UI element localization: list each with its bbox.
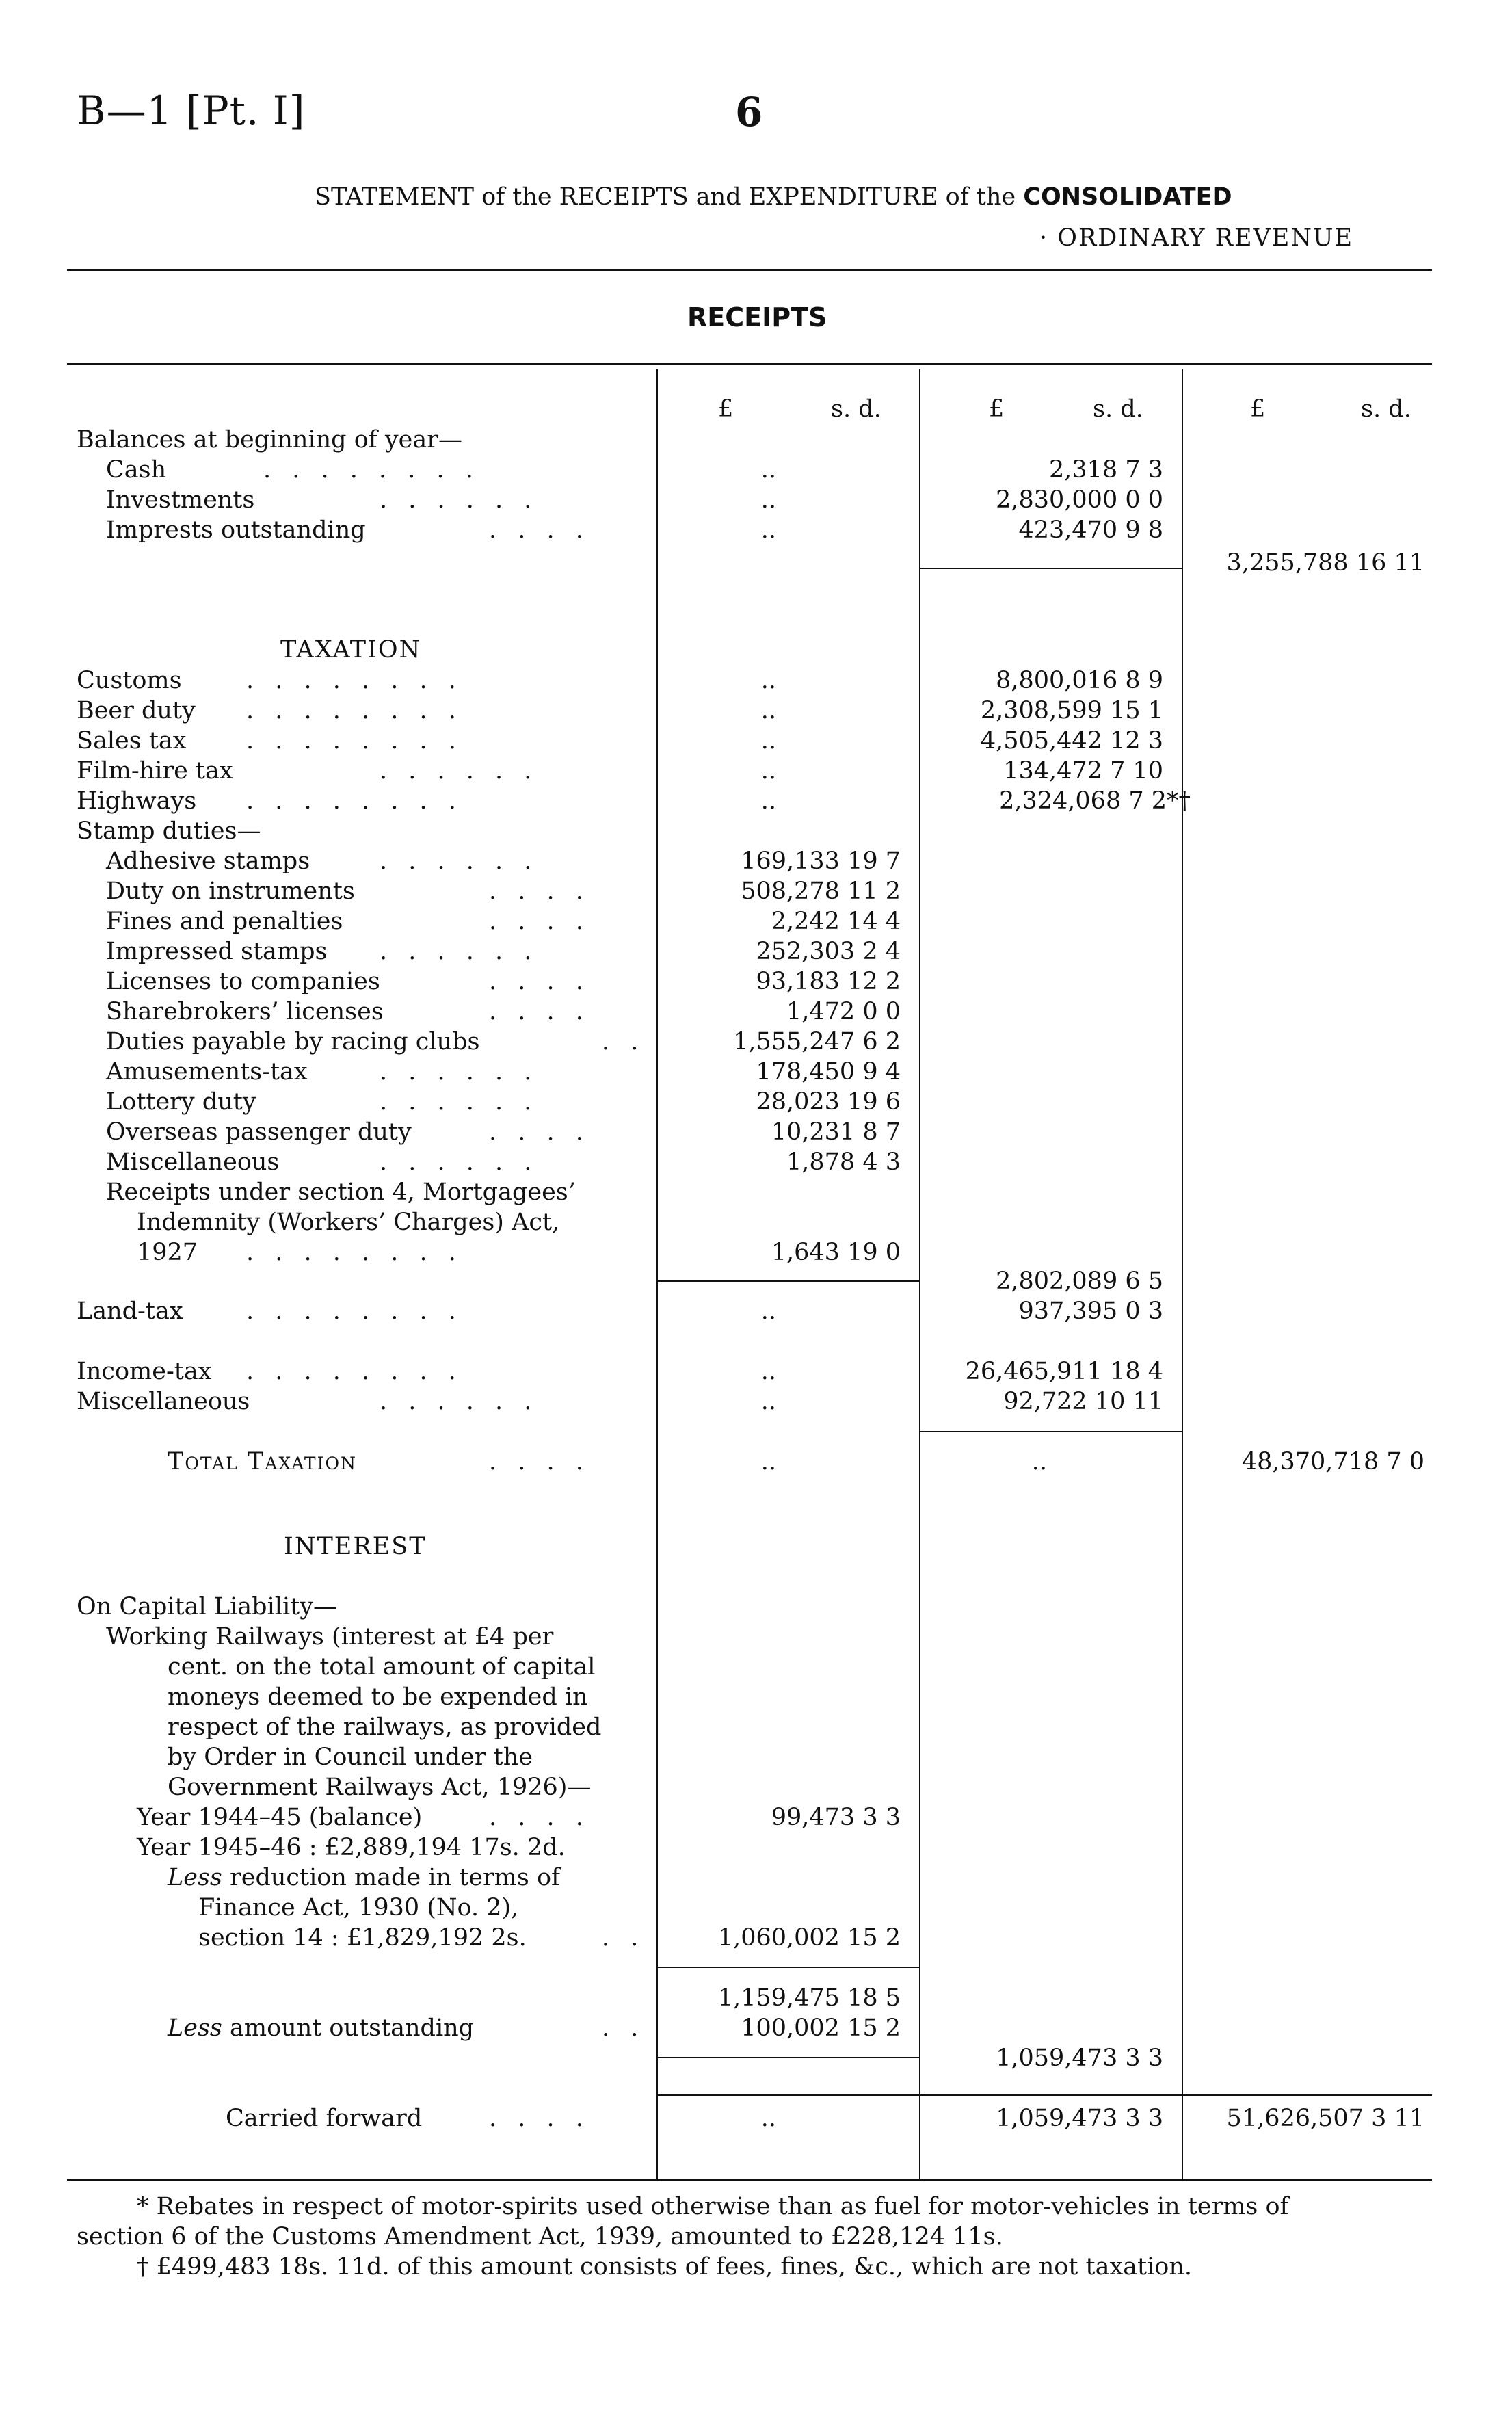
title-bold: CONSOLIDATED xyxy=(1023,183,1232,211)
col2-value: .. xyxy=(1031,1448,1047,1475)
page-number: 6 xyxy=(735,89,763,135)
reduction-text: reduction made in terms of xyxy=(222,1864,560,1891)
section-heading: RECEIPTS xyxy=(687,302,827,332)
leader-dots: . . . . . . . . xyxy=(246,1239,463,1266)
interest-heading: INTEREST xyxy=(284,1533,427,1560)
railways-line-5: by Order in Council under the xyxy=(168,1744,533,1771)
subtotal-rule xyxy=(658,1967,919,1968)
row-label: Sharebrokers’ licenses xyxy=(106,998,384,1025)
col2-value: 423,470 9 8 xyxy=(1018,516,1163,544)
col1-value: 252,303 2 4 xyxy=(756,938,901,965)
header-rule xyxy=(67,269,1432,271)
col1-pound: £ xyxy=(718,395,734,423)
col2-value: 134,472 7 10 xyxy=(1003,757,1163,785)
col-rule-3 xyxy=(1182,369,1183,2179)
leader-dots: . . . . . . . . xyxy=(263,456,480,484)
row-label: Highways xyxy=(77,787,197,815)
railways-line-1: Working Railways (interest at £4 per xyxy=(106,1623,554,1651)
taxation-heading: TAXATION xyxy=(280,636,422,663)
col2-value: 2,318 7 3 xyxy=(1049,456,1163,484)
col1-value: 1,555,247 6 2 xyxy=(733,1028,901,1055)
row-label: Investments xyxy=(106,486,255,514)
col1-value: 28,023 19 6 xyxy=(756,1088,901,1116)
year-1945-label: Year 1945–46 : £2,889,194 17s. 2d. xyxy=(137,1834,566,1861)
subtotal-rule xyxy=(920,1431,1182,1432)
leader-dots: . . xyxy=(602,1924,646,1952)
row-label: Beer duty xyxy=(77,697,196,724)
col1-value: .. xyxy=(760,667,776,694)
col1-subtotal: 1,159,475 18 5 xyxy=(717,1984,901,2012)
balances-total: 3,255,788 16 11 xyxy=(1226,549,1424,577)
col2-value: 937,395 0 3 xyxy=(1018,1298,1163,1325)
col1-value: 1,060,002 15 2 xyxy=(717,1924,901,1952)
row-label: Land-tax xyxy=(77,1298,183,1325)
col1-value: 1,643 19 0 xyxy=(771,1239,901,1266)
balances-heading: Balances at beginning of year— xyxy=(77,426,462,454)
leader-dots: . . . . xyxy=(489,2105,590,2132)
col1-value: .. xyxy=(760,787,776,815)
stamp-duties-total: 2,802,089 6 5 xyxy=(996,1267,1163,1295)
row-label: Adhesive stamps xyxy=(106,847,310,875)
total-taxation-value: 48,370,718 7 0 xyxy=(1241,1448,1424,1475)
col2-sd: s. d. xyxy=(1093,395,1143,423)
col3-pound: £ xyxy=(1250,395,1266,423)
row-label: Sales tax xyxy=(77,727,187,754)
col1-value: 100,002 15 2 xyxy=(741,2014,901,2042)
total-taxation-label: Total Taxation xyxy=(168,1448,357,1475)
col2-value: 2,324,068 7 2*† xyxy=(999,787,1191,815)
row-label: Fines and penalties xyxy=(106,908,343,935)
leader-dots: . . . . . . xyxy=(380,1388,539,1415)
leader-dots: . . . . . . xyxy=(380,1058,539,1086)
stamp-duties-heading: Stamp duties— xyxy=(77,817,261,845)
col1-value: .. xyxy=(760,486,776,514)
footnote-1-line-1: * Rebates in respect of motor-spirits used otherwise than as fuel for motor-vehicles in terms of xyxy=(137,2193,1289,2220)
row-label: Lottery duty xyxy=(106,1088,256,1116)
col1-value: .. xyxy=(760,727,776,754)
leader-dots: . . . . . . . . xyxy=(246,697,463,724)
row-label: Customs xyxy=(77,667,182,694)
col1-value: .. xyxy=(760,697,776,724)
subtotal-rule xyxy=(920,568,1182,569)
railways-line-3: moneys deemed to be expended in xyxy=(168,1683,588,1711)
col2-value: 2,830,000 0 0 xyxy=(996,486,1163,514)
capital-liability-heading: On Capital Liability— xyxy=(77,1593,337,1620)
table-top-rule xyxy=(67,363,1432,365)
subtotal-rule xyxy=(658,2057,919,2058)
row-label: Licenses to companies xyxy=(106,968,380,995)
carried-forward-total: 51,626,507 3 11 xyxy=(1226,2105,1424,2132)
col1-value: .. xyxy=(760,516,776,544)
statement-subtitle: · ORDINARY REVENUE xyxy=(1039,224,1353,252)
row-label: Miscellaneous xyxy=(106,1148,280,1176)
leader-dots: . . . . . . xyxy=(380,938,539,965)
leader-dots: . . . . . . xyxy=(380,486,539,514)
outstanding-label xyxy=(168,2014,474,2042)
leader-dots: . . xyxy=(602,2014,646,2042)
statement-title xyxy=(315,183,1232,211)
row-label: Imprests outstanding xyxy=(106,516,366,544)
col3-sd: s. d. xyxy=(1361,395,1411,423)
leader-dots: . . . . . . . . xyxy=(246,727,463,754)
reduction-line-1 xyxy=(168,1864,560,1891)
col2-value: 1,059,473 3 3 xyxy=(996,2105,1163,2132)
col2-pound: £ xyxy=(989,395,1005,423)
col2-value: 26,465,911 18 4 xyxy=(965,1358,1163,1385)
leader-dots: . . . . xyxy=(489,1118,590,1146)
reduction-line-3: section 14 : £1,829,192 2s. xyxy=(198,1924,527,1952)
col2-value: 4,505,442 12 3 xyxy=(980,727,1163,754)
col1-value: .. xyxy=(760,456,776,484)
row-label: Income-tax xyxy=(77,1358,212,1385)
col2-value: 8,800,016 8 9 xyxy=(996,667,1163,694)
mortgagees-line-2: Indemnity (Workers’ Charges) Act, xyxy=(137,1209,560,1236)
col2-value: 92,722 10 11 xyxy=(1003,1388,1163,1415)
row-label: Overseas passenger duty xyxy=(106,1118,412,1146)
row-label: Duty on instruments xyxy=(106,878,355,905)
carried-top-rule xyxy=(658,2094,1432,2096)
row-label: Film-hire tax xyxy=(77,757,233,785)
col1-value: 10,231 8 7 xyxy=(771,1118,901,1146)
col2-value: 2,308,599 15 1 xyxy=(980,697,1163,724)
leader-dots: . . . . xyxy=(489,516,590,544)
col1-value: .. xyxy=(760,757,776,785)
mortgagees-line-1: Receipts under section 4, Mortgagees’ xyxy=(106,1179,576,1206)
leader-dots: . . . . xyxy=(489,1448,590,1475)
col1-value: 1,878 4 3 xyxy=(786,1148,901,1176)
col1-value: .. xyxy=(760,1388,776,1415)
title-text: STATEMENT of the RECEIPTS and EXPENDITURE of the xyxy=(315,183,1024,211)
leader-dots: . . . . xyxy=(489,878,590,905)
col1-value: 178,450 9 4 xyxy=(756,1058,901,1086)
footnote-1-line-2: section 6 of the Customs Amendment Act, 1939, amounted to £228,124 11s. xyxy=(77,2223,1003,2250)
leader-dots: . . . . . . xyxy=(380,847,539,875)
col1-value: .. xyxy=(760,1358,776,1385)
leader-dots: . . . . . . . . xyxy=(246,1358,463,1385)
col1-value: 508,278 11 2 xyxy=(741,878,901,905)
leader-dots: . . . . xyxy=(489,968,590,995)
less-word: Less xyxy=(168,1864,222,1891)
carried-forward-label: Carried forward xyxy=(226,2105,423,2132)
less-word: Less xyxy=(168,2014,222,2042)
leader-dots: . . . . . . xyxy=(380,757,539,785)
leader-dots: . . xyxy=(602,1028,646,1055)
leader-dots: . . . . xyxy=(489,1804,590,1831)
col1-value: 99,473 3 3 xyxy=(771,1804,901,1831)
year-1944-label: Year 1944–45 (balance) xyxy=(137,1804,423,1831)
footnote-2: † £499,483 18s. 11d. of this amount consists of fees, fines, &c., which are not taxation. xyxy=(137,2253,1193,2281)
row-label: Impressed stamps xyxy=(106,938,328,965)
col-rule-1 xyxy=(656,369,658,2179)
leader-dots: . . . . xyxy=(489,998,590,1025)
col1-value: .. xyxy=(760,2105,776,2132)
col-rule-2 xyxy=(919,369,920,2179)
railways-line-6: Government Railways Act, 1926)— xyxy=(168,1774,592,1801)
col1-sd: s. d. xyxy=(831,395,881,423)
leader-dots: . . . . . . . . xyxy=(246,787,463,815)
outstanding-text: amount outstanding xyxy=(230,2014,475,2042)
leader-dots: . . . . . . . . xyxy=(246,1298,463,1325)
col1-value: .. xyxy=(760,1298,776,1325)
leader-dots: . . . . xyxy=(489,908,590,935)
subtotal-rule xyxy=(658,1280,919,1282)
railways-line-4: respect of the railways, as provided xyxy=(168,1713,602,1741)
col1-value: .. xyxy=(760,1448,776,1475)
leader-dots: . . . . . . . . xyxy=(246,667,463,694)
row-label: Cash xyxy=(106,456,167,484)
row-label: Duties payable by racing clubs xyxy=(106,1028,480,1055)
page-identifier: B—1 [Pt. I] xyxy=(77,88,306,134)
col1-value: 169,133 19 7 xyxy=(741,847,901,875)
footer-rule xyxy=(67,2179,1432,2181)
interest-total: 1,059,473 3 3 xyxy=(996,2045,1163,2072)
mortgagees-line-3: 1927 xyxy=(137,1239,198,1266)
row-label: Miscellaneous xyxy=(77,1388,250,1415)
leader-dots: . . . . . . xyxy=(380,1148,539,1176)
col1-value: 1,472 0 0 xyxy=(786,998,901,1025)
reduction-line-2: Finance Act, 1930 (No. 2), xyxy=(198,1894,519,1921)
railways-line-2: cent. on the total amount of capital xyxy=(168,1653,596,1681)
col1-value: 93,183 12 2 xyxy=(756,968,901,995)
leader-dots: . . . . . . xyxy=(380,1088,539,1116)
row-label: Amusements-tax xyxy=(106,1058,308,1086)
col1-value: 2,242 14 4 xyxy=(771,908,901,935)
